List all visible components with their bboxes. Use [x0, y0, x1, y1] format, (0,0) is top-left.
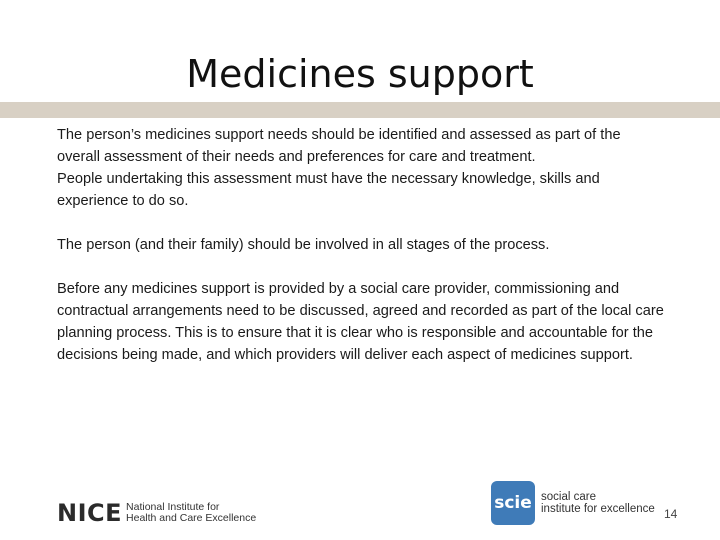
title-divider [0, 102, 720, 118]
scie-logo [491, 481, 655, 525]
scie-logo-mark: scie [491, 481, 535, 525]
body-paragraph-1: The person’s medicines support needs should be identified and assessed as part of the overall assessment of their needs and preferences for care and treatment. [57, 127, 621, 165]
nice-logo-subtitle [126, 502, 256, 524]
scie-logo-line2: institute for excellence [541, 503, 655, 515]
nice-logo-line1: National Institute for [126, 501, 220, 513]
body-paragraph-2: People undertaking this assessment must have the necessary knowledge, skills and experience to do so. [57, 171, 600, 209]
slide-body [57, 124, 667, 366]
page-number: 14 [664, 507, 678, 521]
nice-logo-word: NICE [57, 499, 123, 527]
nice-logo-line2: Health and Care Excellence [126, 512, 257, 524]
slide-title: Medicines support [186, 52, 534, 96]
scie-logo-subtitle [541, 491, 655, 515]
body-paragraph-3: The person (and their family) should be involved in all stages of the process. [57, 237, 550, 253]
nice-logo [57, 499, 256, 527]
scie-logo-line1: social care [541, 491, 596, 503]
body-paragraph-4: Before any medicines support is provided by a social care provider, commissioning and contractual arrangements need to be discussed, agreed and recorded as part of the local care planning process. This is to ensure that it is clear who is responsible and accountable for the decisions being made, and which providers will deliver each aspect of medicines support. [57, 281, 664, 363]
